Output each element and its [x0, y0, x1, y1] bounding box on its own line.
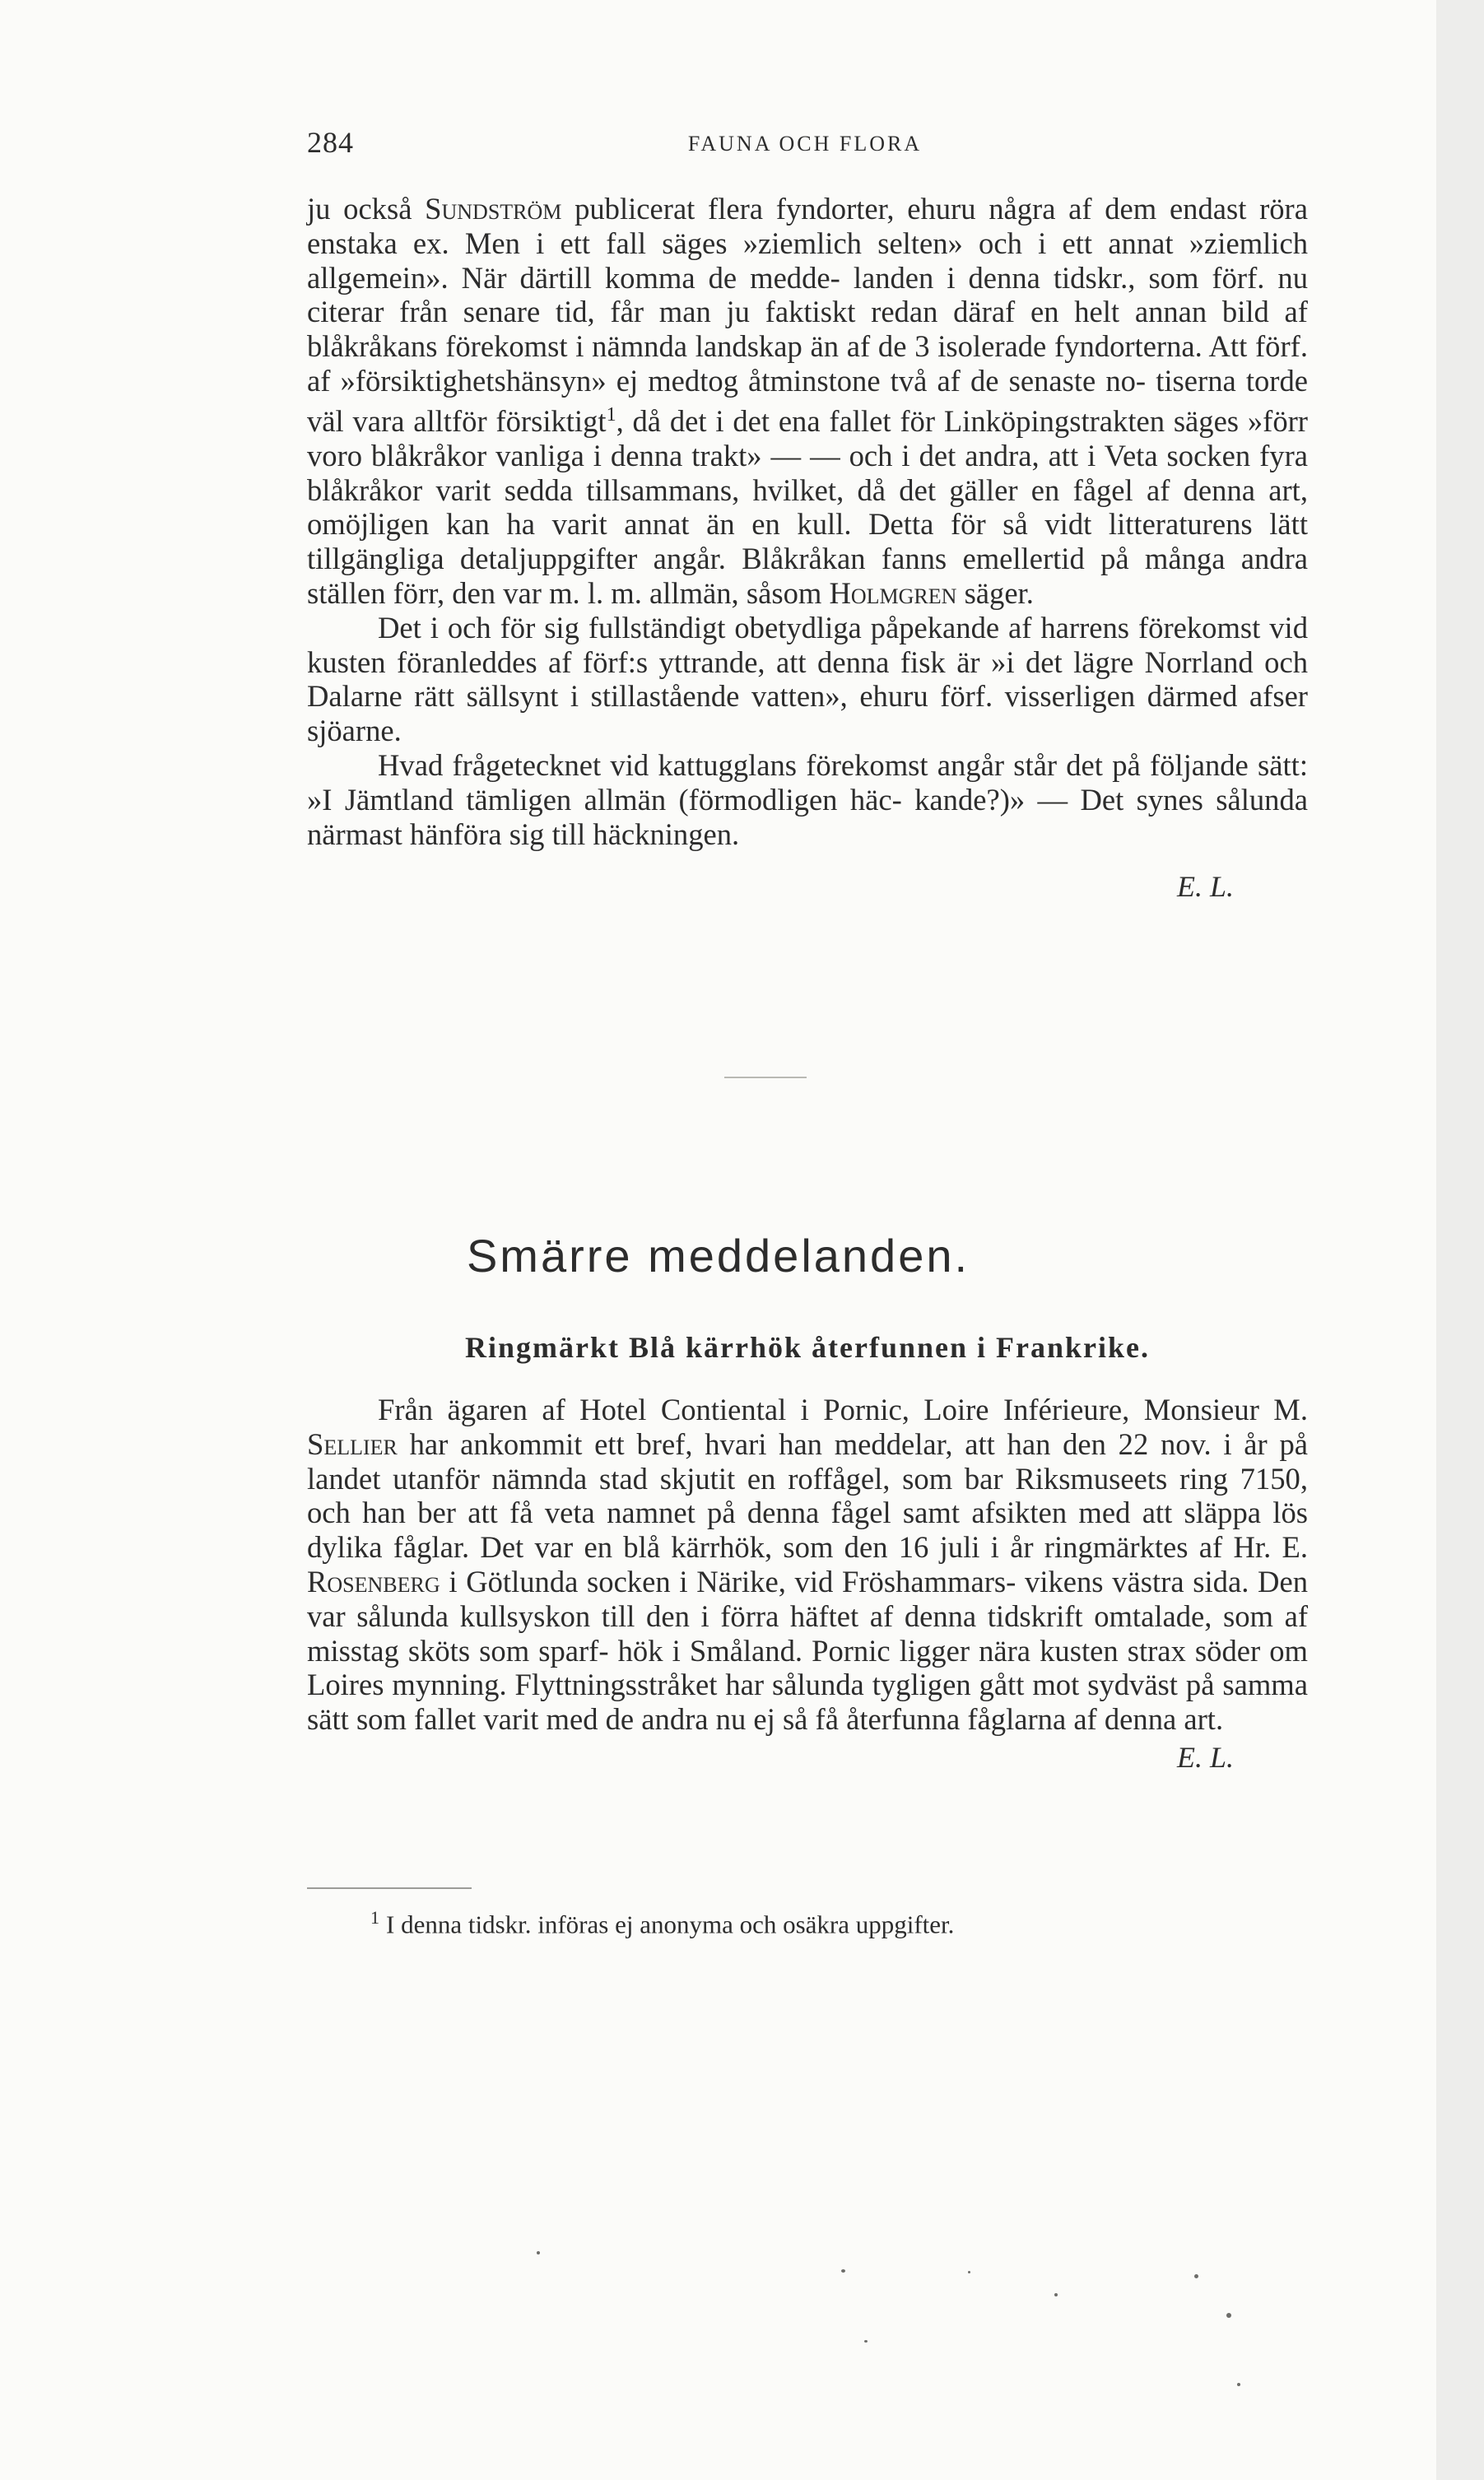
review-paragraph: ju också Sundström publicerat flera fyndorter, ehuru några af dem endast röra enstaka ex. Men i ett fall säges »ziemlich selten» och i ett annat »ziemlich allgemein». När därtill komma de medde- landen i denna tidskr., som förf. nu citerar från senare tid, får man ju faktiskt redan däraf en helt annan bild af blåkråkans förekomst i nämnda landskap än af de 3 isolerade fyndorterna. Att förf. af »försiktighetshänsyn» ej medtog åtminstone två af de senaste no- tiserna torde väl vara alltför försiktigt$^1$, då det i det ena fallet för Linköpingstrakten säges »förr voro blåkråkor vanliga i denna trakt» — — och i det andra, att i Veta socken fyra blåkråkor varit sedda tillsammans, hvilket, då det gäller en fågel af denna art, omöjligen kan ha varit annat än en kull. Detta för så vidt litteraturens lätt tillgängliga detaljuppgifter angår. Blåkråkan fanns emellertid på många andra ställen förr, den var m. l. m. allmän, såsom Holmgren säger. [307, 192, 1308, 610]
review-paragraph: Hvad frågetecknet vid kattugglans förekomst angår står det på följande sätt: »I Jämtland tämligen allmän (förmodligen häc- kande?)» — Det synes sålunda närmast hänföra sig till häckningen. [307, 747, 1308, 851]
article-section [307, 1393, 1308, 1775]
page-header [307, 125, 1303, 166]
small-caps-name: Rosenberg [307, 1564, 440, 1598]
footnote-reference: 1 [606, 403, 616, 426]
footnote [370, 1907, 954, 1939]
small-caps-name: Sellier [307, 1426, 398, 1461]
review-section [307, 192, 1308, 904]
running-title: FAUNA OCH FLORA [687, 132, 923, 156]
article-signature: E. L. [1176, 1740, 1234, 1774]
small-caps-name: Sundström [425, 192, 562, 226]
scan-margin [1436, 0, 1484, 2480]
article-paragraph: Från ägaren af Hotel Contiental i Pornic, Loire Inférieure, Monsieur M. Sellier har ankommit ett bref, hvari han meddelar, att han den 22 nov. i år på landet utanför nämnda stad skjutit en roffågel, som bar Riksmuseets ring 7150, och han ber att få veta namnet på denna fågel samt afsikten med att släppa lös dylika fåglar. Det var en blå kärrhök, som den 16 juli i år ringmärktes af Hr. E. Rosenberg i Götlunda socken i Närike, vid Fröshammars- vikens västra sida. Den var sålunda kullsyskon till den i förra häftet af denna tidskrift omtalade, som af misstag sköts som sparf- hök i Småland. Pornic ligger nära kusten strax söder om Loires mynning. Flyttningsstråket har sålunda tygligen gått mot sydväst på samma sätt som fallet varit med de andra nu ej så få återfunna fåglarna af denna art. [307, 1393, 1308, 1737]
footnote-rule [307, 1887, 472, 1889]
small-caps-name: Holmgren [829, 575, 957, 610]
section-divider [724, 1077, 807, 1078]
page-number: 284 [307, 126, 354, 159]
review-text [307, 192, 1308, 851]
article-text [307, 1393, 1308, 1737]
review-paragraph: Det i och för sig fullständigt obetydliga påpekande af harrens förekomst vid kusten föranleddes af förf:s yttrande, att denna fisk är »i det lägre Norrland och Dalarne rätt sällsynt i stillastående vatten», ehuru förf. visserligen därmed afser sjöarne. [307, 610, 1308, 748]
footnote-marker: 1 [370, 1907, 379, 1928]
section-heading: Smärre meddelanden. [466, 1230, 970, 1282]
review-signature: E. L. [1176, 870, 1234, 904]
footnote-text: I denna tidskr. införas ej anonyma och osäkra uppgifter. [386, 1910, 955, 1939]
article-title: Ringmärkt Blå kärrhök återfunnen i Frankrike. [464, 1331, 1151, 1364]
